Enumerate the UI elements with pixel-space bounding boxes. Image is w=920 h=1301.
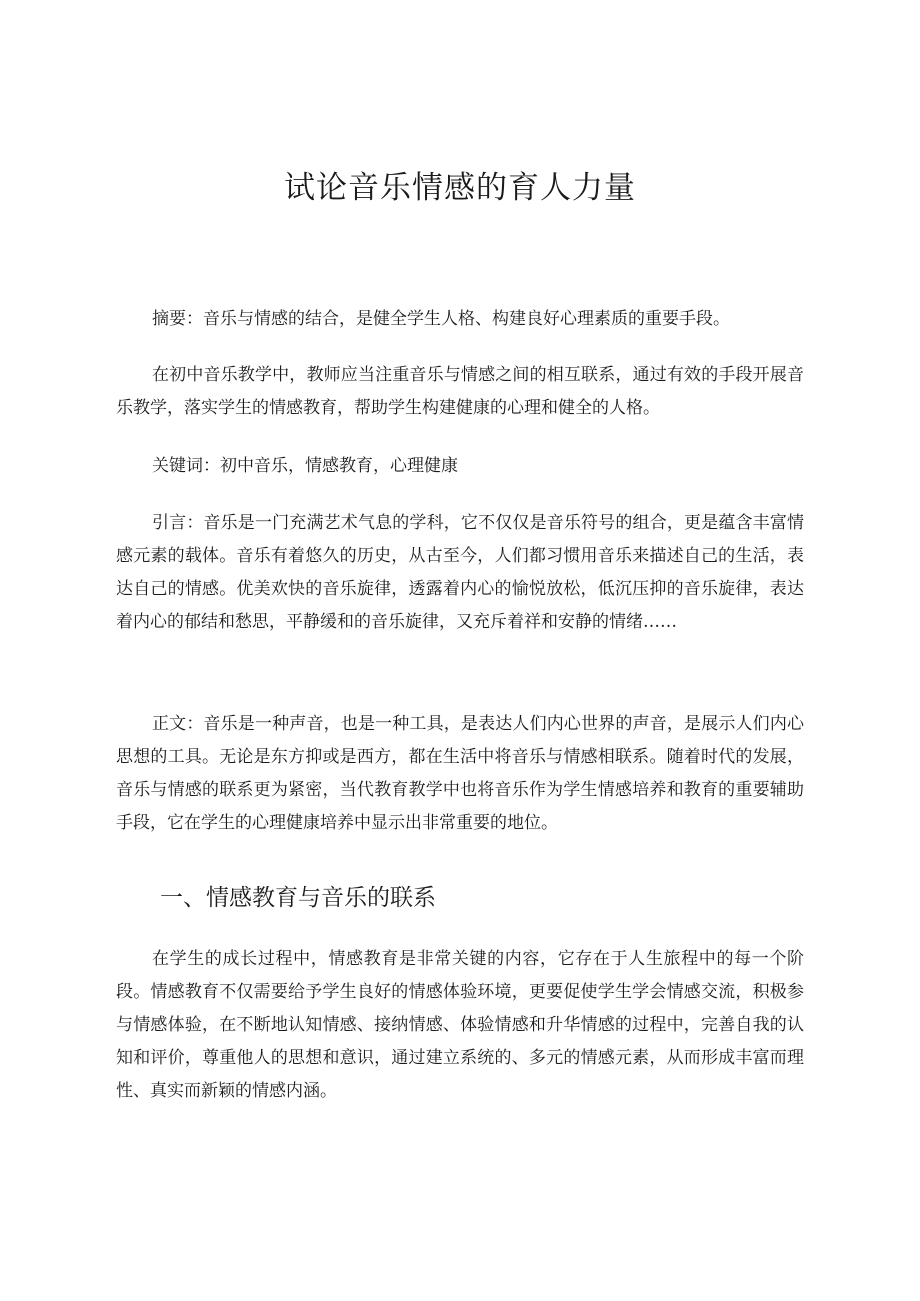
section-1-heading: 一、情感教育与音乐的联系 bbox=[160, 885, 436, 911]
section-1-body-paragraph: 在学生的成长过程中，情感教育是非常关键的内容，它存在于人生旅程中的每一个阶段。情感教育不仅需要给予学生良好的情感体验环境，更要促使学生学会情感交流，积极参与情感体验，在不断地认知情感、接纳情感、体验情感和升华情感的过程中，完善自我的认知和评价，尊重他人的思想和意识，通过建立系统的、多元的情感元素，从而形成丰富而理性、真实而新颖的情感内涵。 bbox=[116, 949, 804, 1101]
abstract-continued-paragraph: 在初中音乐教学中，教师应当注重音乐与情感之间的相互联系，通过有效的手段开展音乐教学，落实学生的情感教育，帮助学生构建健康的心理和健全的人格。 bbox=[116, 365, 804, 418]
keywords-paragraph: 关键词：初中音乐，情感教育，心理健康 bbox=[152, 456, 458, 476]
abstract-paragraph: 摘要：音乐与情感的结合，是健全学生人格、构建良好心理素质的重要手段。 bbox=[152, 309, 730, 329]
document-title: 试论音乐情感的育人力量 bbox=[284, 170, 636, 206]
body-intro-paragraph: 正文：音乐是一种声音，也是一种工具，是表达人们内心世界的声音，是展示人们内心思想的工具。无论是东方抑或是西方，都在生活中将音乐与情感相联系。随着时代的发展，音乐与情感的联系更为紧密，当代教育教学中也将音乐作为学生情感培养和教育的重要辅助手段，它在学生的心理健康培养中显示出非常重要的地位。 bbox=[116, 714, 804, 833]
introduction-paragraph: 引言：音乐是一门充满艺术气息的学科，它不仅仅是音乐符号的组合，更是蕴含丰富情感元素的载体。音乐有着悠久的历史，从古至今，人们都习惯用音乐来描述自己的生活，表达自己的情感。优美欢快的音乐旋律，透露着内心的愉悦放松，低沉压抑的音乐旋律，表达着内心的郁结和愁思，平静缓和的音乐旋律，又充斥着祥和安静的情绪…… bbox=[116, 513, 804, 632]
